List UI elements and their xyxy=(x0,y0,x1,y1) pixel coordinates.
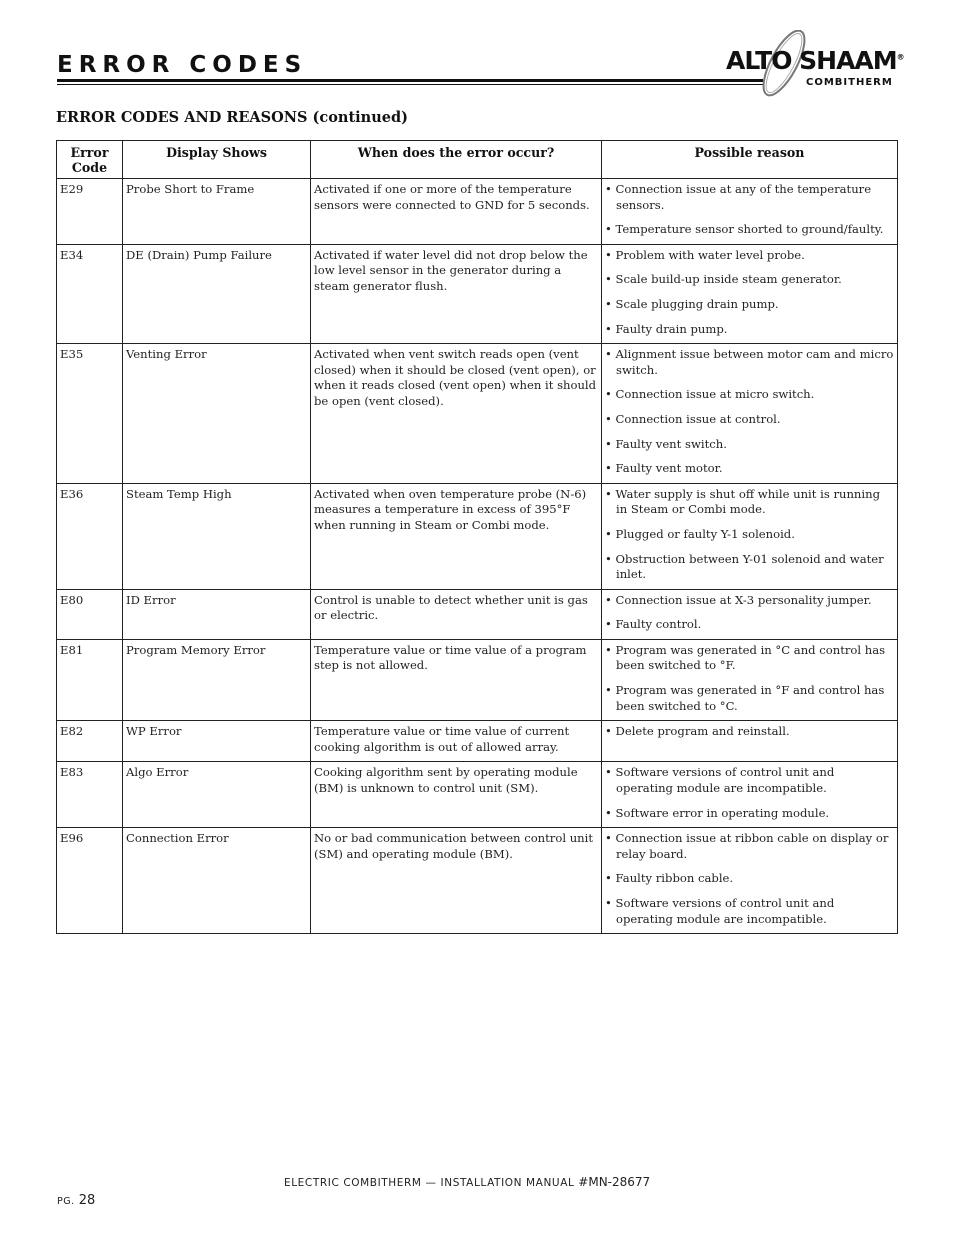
reason-text: Faulty drain pump. xyxy=(615,321,728,336)
error-code-cell: E80 xyxy=(57,589,123,639)
bullet-icon: • xyxy=(605,724,616,739)
display-shows-cell: Steam Temp High xyxy=(123,483,311,589)
reason-item xyxy=(605,831,894,862)
reason-item xyxy=(605,297,894,313)
bullet-icon: • xyxy=(605,486,616,501)
reason-item xyxy=(605,617,894,633)
when-occurs-cell: Control is unable to detect whether unit is gas or electric. xyxy=(311,589,602,639)
table-row xyxy=(57,344,898,484)
page-title: ERROR CODES xyxy=(57,52,308,78)
bullet-icon: • xyxy=(605,592,616,607)
reason-text: Alignment issue between motor cam and micro switch. xyxy=(615,347,894,377)
column-header: When does the error occur? xyxy=(311,141,602,179)
alto-shaam-logo xyxy=(726,30,906,100)
reason-item xyxy=(605,527,894,543)
reason-item xyxy=(605,683,894,714)
error-code-cell: E96 xyxy=(57,828,123,934)
reason-item xyxy=(605,412,894,428)
reason-text: Software versions of control unit and operating module are incompatible. xyxy=(615,896,835,926)
footer-manual-info xyxy=(284,1175,650,1189)
bullet-icon: • xyxy=(605,222,616,237)
reason-item xyxy=(605,222,894,238)
bullet-icon: • xyxy=(605,436,616,451)
reason-text: Program was generated in °F and control has been switched to °C. xyxy=(615,683,885,713)
reason-text: Plugged or faulty Y-1 solenoid. xyxy=(615,526,795,541)
reason-text: Obstruction between Y-01 solenoid and water inlet. xyxy=(615,551,884,582)
reason-item xyxy=(605,437,894,453)
possible-reason-cell xyxy=(602,244,898,343)
bullet-icon: • xyxy=(605,347,616,362)
reason-item xyxy=(605,461,894,477)
footer-page-number xyxy=(57,1193,95,1208)
reason-text: Software error in operating module. xyxy=(615,805,830,820)
bullet-icon: • xyxy=(605,683,616,698)
bullet-icon: • xyxy=(605,296,616,311)
display-shows-cell: Algo Error xyxy=(123,762,311,828)
display-shows-cell: DE (Drain) Pump Failure xyxy=(123,244,311,343)
reason-text: Connection issue at ribbon cable on display or relay board. xyxy=(615,831,889,861)
possible-reason-cell xyxy=(602,762,898,828)
bullet-icon: • xyxy=(605,896,616,910)
reason-text: Scale plugging drain pump. xyxy=(615,296,779,311)
when-occurs-cell: Activated when oven temperature probe (N-6) measures a temperature in excess of 395°F when running in Steam or Combi mode. xyxy=(311,483,602,589)
reason-item xyxy=(605,806,894,822)
footer-manual-label: ELECTRIC COMBITHERM — INSTALLATION MANUAL xyxy=(284,1177,575,1189)
reason-text: Faulty vent switch. xyxy=(615,436,727,451)
table-row xyxy=(57,589,898,639)
when-occurs-cell: Activated if water level did not drop below the low level sensor in the generator during a steam generator flush. xyxy=(311,244,602,343)
reason-item xyxy=(605,347,894,378)
possible-reason-cell xyxy=(602,589,898,639)
reason-item xyxy=(605,322,894,338)
table-row xyxy=(57,828,898,934)
bullet-icon: • xyxy=(605,272,616,287)
error-code-cell: E83 xyxy=(57,762,123,828)
bullet-icon: • xyxy=(605,765,616,780)
error-codes-table xyxy=(56,140,898,934)
reason-item xyxy=(605,552,894,583)
table-row xyxy=(57,244,898,343)
reason-item xyxy=(605,871,894,887)
footer-page-value: 28 xyxy=(78,1193,96,1208)
error-code-cell: E34 xyxy=(57,244,123,343)
reason-text: Connection issue at control. xyxy=(615,411,781,426)
reason-text: Faulty control. xyxy=(615,617,702,632)
footer-page-label: PG. xyxy=(57,1196,75,1207)
reason-item xyxy=(605,593,894,609)
table-header-row xyxy=(57,141,898,179)
reason-item xyxy=(605,248,894,264)
table-row xyxy=(57,639,898,720)
when-occurs-cell: Activated if one or more of the temperature sensors were connected to GND for 5 seconds. xyxy=(311,179,602,245)
column-header: Display Shows xyxy=(123,141,311,179)
error-code-cell: E36 xyxy=(57,483,123,589)
bullet-icon: • xyxy=(605,617,616,632)
footer-manual-number: #MN-28677 xyxy=(578,1175,651,1189)
logo-subtitle: COMBITHERM xyxy=(806,77,893,88)
reason-item xyxy=(605,487,894,518)
reason-item xyxy=(605,387,894,403)
possible-reason-cell xyxy=(602,483,898,589)
reason-item xyxy=(605,724,894,740)
bullet-icon: • xyxy=(605,805,616,820)
error-code-cell: E82 xyxy=(57,721,123,762)
when-occurs-cell: Temperature value or time value of current cooking algorithm is out of allowed array. xyxy=(311,721,602,762)
bullet-icon: • xyxy=(605,411,616,426)
display-shows-cell: Venting Error xyxy=(123,344,311,484)
bullet-icon: • xyxy=(605,551,616,566)
display-shows-cell: Probe Short to Frame xyxy=(123,179,311,245)
display-shows-cell: ID Error xyxy=(123,589,311,639)
column-header: Error Code xyxy=(57,141,123,179)
possible-reason-cell xyxy=(602,828,898,934)
header-rule-thin xyxy=(57,84,763,85)
reason-text: Problem with water level probe. xyxy=(615,247,805,262)
reason-text: Faulty vent motor. xyxy=(615,461,723,476)
table-row xyxy=(57,762,898,828)
reason-text: Delete program and reinstall. xyxy=(615,724,790,739)
bullet-icon: • xyxy=(605,871,616,886)
logo-text: ALTO SHAAM® xyxy=(726,46,904,75)
reason-text: Scale build-up inside steam generator. xyxy=(615,272,842,287)
possible-reason-cell xyxy=(602,179,898,245)
table-row xyxy=(57,721,898,762)
reason-text: Faulty ribbon cable. xyxy=(615,871,734,886)
error-code-cell: E81 xyxy=(57,639,123,720)
error-code-cell: E35 xyxy=(57,344,123,484)
reason-text: Software versions of control unit and operating module are incompatible. xyxy=(615,765,835,796)
when-occurs-cell: Cooking algorithm sent by operating module (BM) is unknown to control unit (SM). xyxy=(311,762,602,828)
bullet-icon: • xyxy=(605,642,616,657)
when-occurs-cell: Temperature value or time value of a program step is not allowed. xyxy=(311,639,602,720)
possible-reason-cell xyxy=(602,639,898,720)
reason-text: Connection issue at any of the temperature sensors. xyxy=(615,182,872,212)
possible-reason-cell xyxy=(602,721,898,762)
reason-item xyxy=(605,643,894,674)
possible-reason-cell xyxy=(602,344,898,484)
reason-text: Temperature sensor shorted to ground/faulty. xyxy=(615,222,884,237)
error-code-cell: E29 xyxy=(57,179,123,245)
reason-text: Water supply is shut off while unit is running in Steam or Combi mode. xyxy=(615,486,880,517)
bullet-icon: • xyxy=(605,182,616,196)
bullet-icon: • xyxy=(605,321,616,336)
header-rule-thick xyxy=(57,79,763,82)
display-shows-cell: Program Memory Error xyxy=(123,639,311,720)
column-header: Possible reason xyxy=(602,141,898,179)
bullet-icon: • xyxy=(605,461,616,476)
when-occurs-cell: No or bad communication between control unit (SM) and operating module (BM). xyxy=(311,828,602,934)
bullet-icon: • xyxy=(605,387,616,402)
reason-text: Program was generated in °C and control has been switched to °F. xyxy=(615,642,886,673)
reason-item xyxy=(605,765,894,796)
section-title: ERROR CODES AND REASONS (continued) xyxy=(56,109,408,126)
bullet-icon: • xyxy=(605,831,616,846)
bullet-icon: • xyxy=(605,247,616,262)
reason-item xyxy=(605,182,894,213)
when-occurs-cell: Activated when vent switch reads open (vent closed) when it should be closed (vent open), or when it reads closed (vent open) when it should be open (vent closed). xyxy=(311,344,602,484)
reason-item xyxy=(605,896,894,927)
reason-text: Connection issue at micro switch. xyxy=(615,387,815,402)
reason-text: Connection issue at X-3 personality jumper. xyxy=(615,592,872,607)
table-body xyxy=(57,179,898,934)
bullet-icon: • xyxy=(605,526,616,541)
display-shows-cell: Connection Error xyxy=(123,828,311,934)
table-row xyxy=(57,179,898,245)
display-shows-cell: WP Error xyxy=(123,721,311,762)
table-row xyxy=(57,483,898,589)
reason-item xyxy=(605,272,894,288)
